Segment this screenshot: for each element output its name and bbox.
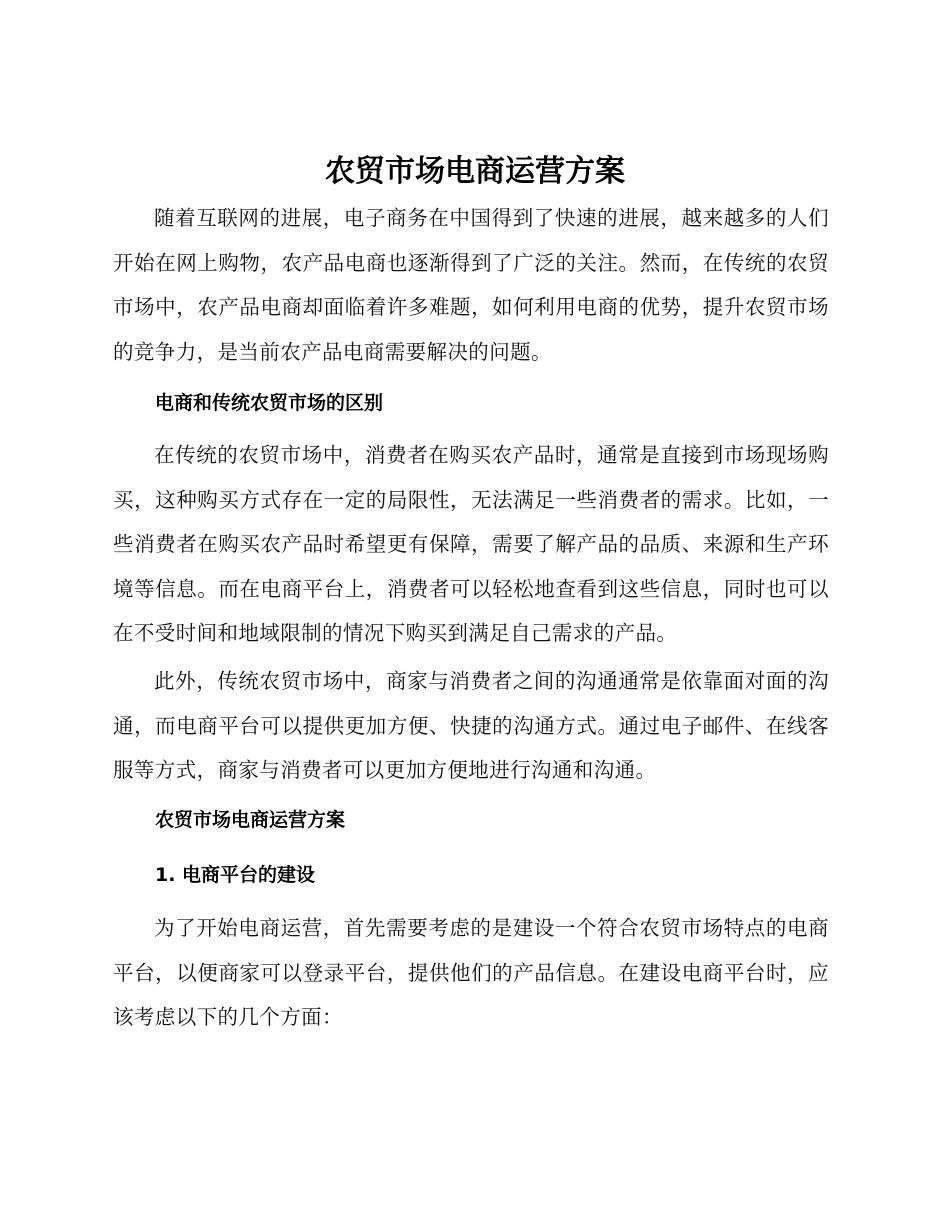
subsection-heading-platform: 1. 电商平台的建设 — [155, 864, 316, 886]
differences-paragraph-1: 在传统的农贸市场中，消费者在购买农产品时，通常是直接到市场现场购买，这种购买方式存在一定的局限性，无法满足一些消费者的需求。比如，一些消费者在购买农产品时希望更有保障，需要了解产品的品质、来源和生产环境等信息。而在电商平台上，消费者可以轻松地查看到这些信息，同时也可以在不受时间和地域限制的情况下购买到满足自己需求的产品。 — [113, 443, 829, 645]
differences-paragraph-2: 此外，传统农贸市场中，商家与消费者之间的沟通通常是依靠面对面的沟通，而电商平台可以提供更加方便、快捷的沟通方式。通过电子邮件、在线客服等方式，商家与消费者可以更加方便地进行沟通和沟通。 — [113, 669, 829, 782]
document-title: 农贸市场电商运营方案 — [325, 154, 625, 189]
section-heading-differences: 电商和传统农贸市场的区别 — [155, 392, 384, 414]
section-heading-plan: 农贸市场电商运营方案 — [155, 809, 346, 831]
platform-paragraph: 为了开始电商运营，首先需要考虑的是建设一个符合农贸市场特点的电商平台，以便商家可以登录平台，提供他们的产品信息。在建设电商平台时，应该考虑以下的几个方面： — [113, 916, 829, 1029]
intro-paragraph: 随着互联网的进展，电子商务在中国得到了快速的进展，越来越多的人们开始在网上购物，农产品电商也逐渐得到了广泛的关注。然而，在传统的农贸市场中，农产品电商却面临着许多难题，如何利用电商的优势，提升农贸市场的竞争力，是当前农产品电商需要解决的问题。 — [113, 206, 829, 364]
